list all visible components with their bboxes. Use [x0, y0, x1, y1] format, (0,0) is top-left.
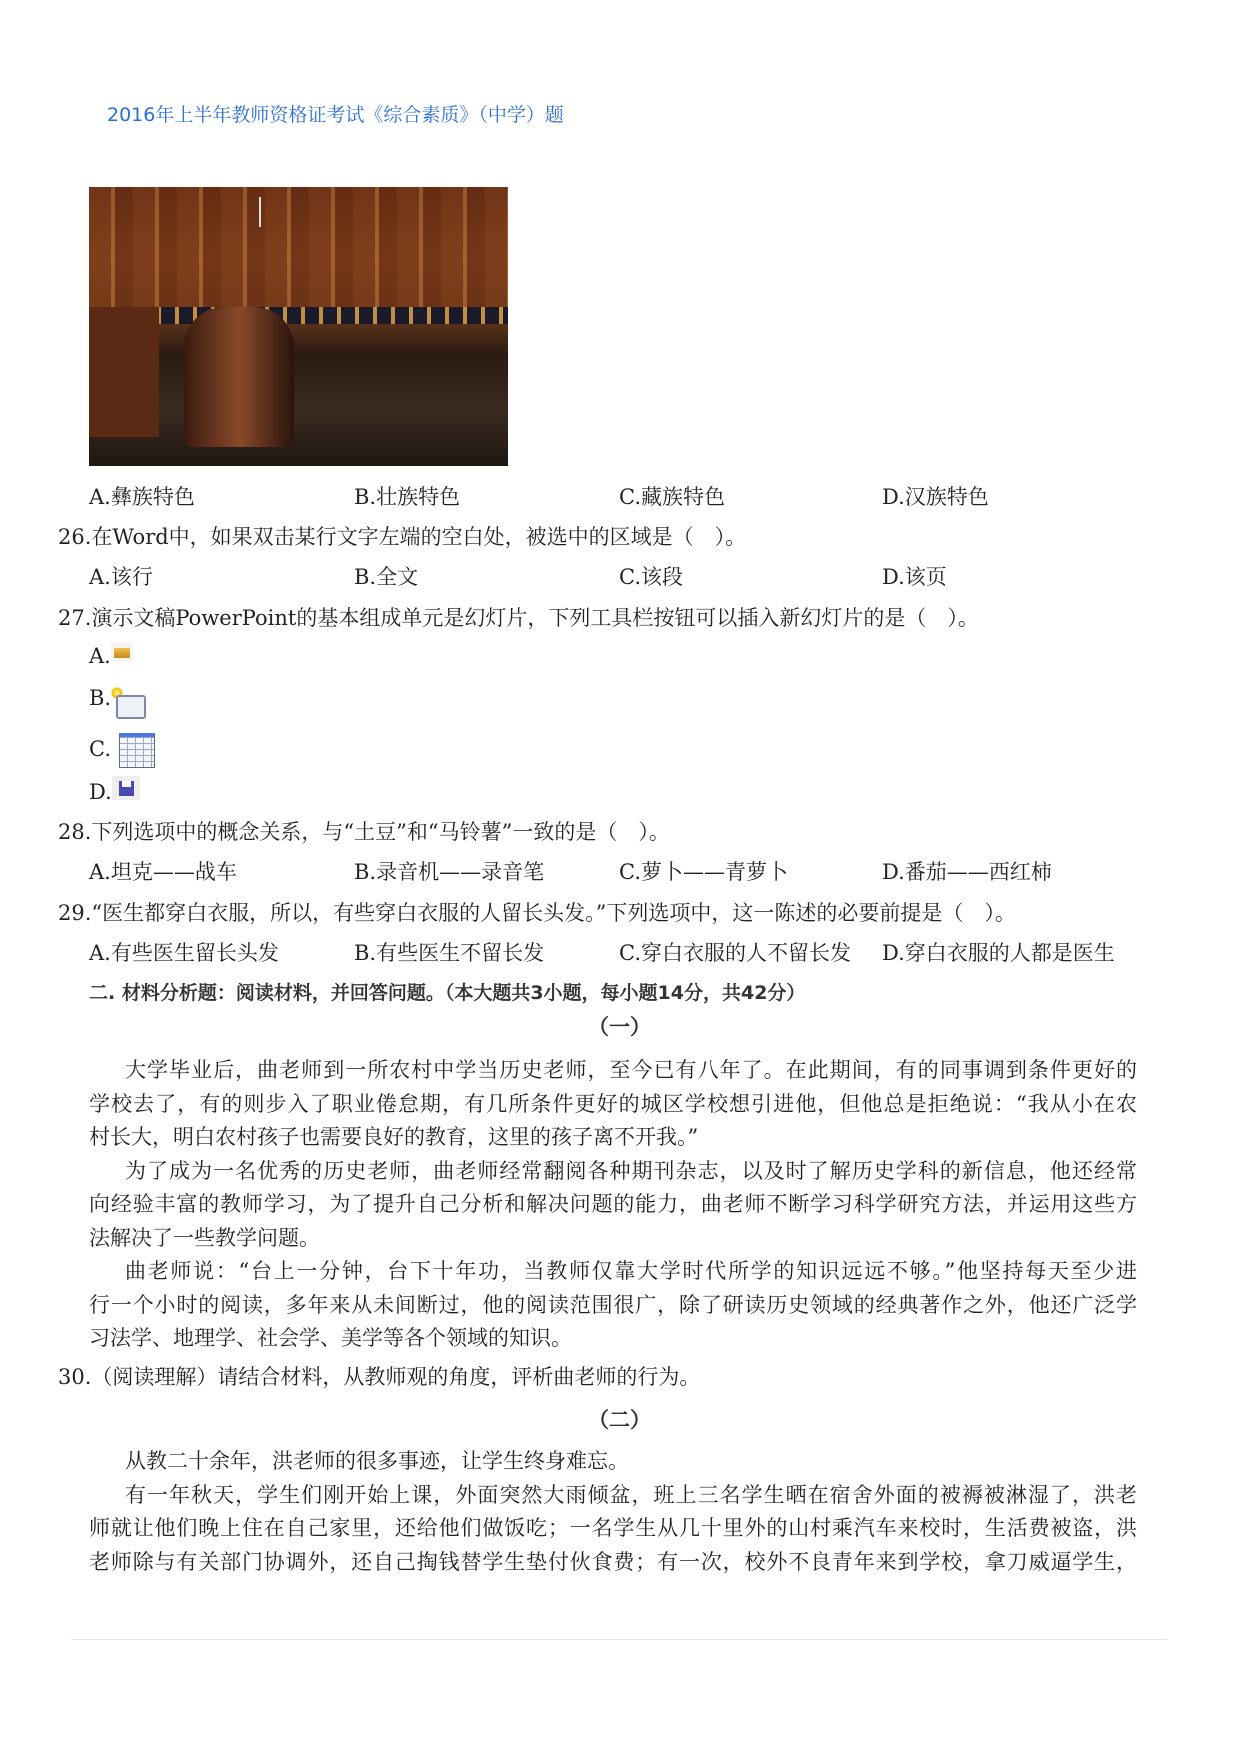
- q27-stem: 27.演示文稿PowerPoint的基本组成单元是幻灯片，下列工具栏按钮可以插入新幻灯片的是（ ）。: [58, 606, 979, 630]
- q28-option-c: C.萝卜——青萝卜: [619, 860, 788, 884]
- material-1-line: 法解决了一些教学问题。: [89, 1226, 320, 1250]
- material-1-line: 曲老师说：“台上一分钟，台下十年功，当教师仅靠大学时代所学的知识远远不够。”他坚持每天至少进: [125, 1259, 1137, 1283]
- q25-option-a: A.彝族特色: [89, 485, 195, 509]
- option-label: A.: [89, 644, 111, 668]
- material-1-line: 向经验丰富的教师学习，为了提升自己分析和解决问题的能力，曲老师不断学习科学研究方法，并运用这些方: [89, 1192, 1137, 1216]
- q30-stem: 30.（阅读理解）请结合材料，从教师观的角度，评析曲老师的行为。: [58, 1365, 701, 1389]
- q26-stem: 26.在Word中，如果双击某行文字左端的空白处，被选中的区域是（ ）。: [58, 525, 747, 549]
- q27-option-a: [89, 642, 133, 670]
- document-title: 2016年上半年教师资格证考试《综合素质》（中学）题: [107, 104, 564, 126]
- material-2-line: 师就让他们晚上住在自己家里，还给他们做饭吃；一名学生从几十里外的山村乘汽车来校时，生活费被盗，洪: [89, 1516, 1137, 1540]
- footer-divider: [71, 1639, 1167, 1640]
- q29-stem: 29.“医生都穿白衣服，所以，有些穿白衣服的人留长头发。”下列选项中，这一陈述的必要前提是（ ）。: [58, 901, 1016, 925]
- q29-option-b: B.有些医生不留长发: [354, 941, 545, 965]
- q29-option-a: A.有些医生留长头发: [89, 941, 279, 965]
- q27-option-d: [89, 778, 140, 806]
- tibetan-interior-photo: [89, 187, 508, 466]
- q27-option-c: [89, 733, 155, 768]
- q25-option-b: B.壮族特色: [354, 485, 461, 509]
- material-1-line: 大学毕业后，曲老师到一所农村中学当历史老师，至今已有八年了。在此期间，有的同事调到条件更好的: [125, 1058, 1137, 1082]
- material-2-line: 有一年秋天，学生们刚开始上课，外面突然大雨倾盆，班上三名学生晒在宿舍外面的被褥被淋湿了，洪老: [125, 1483, 1137, 1507]
- q26-option-b: B.全文: [354, 565, 419, 589]
- table-icon: [119, 733, 155, 768]
- material-1-line: 村长大，明白农村孩子也需要良好的教育，这里的孩子离不开我。”: [89, 1125, 699, 1149]
- section-heading: 二. 材料分析题：阅读材料，并回答问题。（本大题共3小题，每小题14分，共42分）: [89, 982, 806, 1004]
- open-folder-icon: [111, 643, 133, 661]
- material-2-heading: （二）: [588, 1408, 651, 1432]
- material-1-line: 学校去了，有的则步入了职业倦怠期，有几所条件更好的城区学校想引进他，但他总是拒绝说：“我从小在农: [89, 1092, 1137, 1116]
- save-disk-icon: [112, 776, 140, 800]
- q26-option-a: A.该行: [89, 565, 153, 589]
- material-2-line: 老师除与有关部门协调外，还自己掏钱替学生垫付伙食费；有一次，校外不良青年来到学校，拿刀威逼学生，: [89, 1550, 1137, 1574]
- q29-option-c: C.穿白衣服的人不留长发: [619, 941, 851, 965]
- material-1-line: 习法学、地理学、社会学、美学等各个领域的知识。: [89, 1326, 572, 1350]
- q28-option-d: D.番茄——西红柿: [882, 860, 1052, 884]
- material-2-line: 从教二十余年，洪老师的很多事迹，让学生终身难忘。: [125, 1449, 629, 1473]
- q28-option-a: A.坦克——战车: [89, 860, 237, 884]
- q25-option-d: D.汉族特色: [882, 485, 989, 509]
- q29-option-d: D.穿白衣服的人都是医生: [882, 941, 1115, 965]
- option-label: C.: [89, 737, 111, 761]
- option-label: B.: [89, 686, 112, 710]
- q25-option-c: C.藏族特色: [619, 485, 725, 509]
- material-1-line: 行一个小时的阅读，多年来从未间断过，他的阅读范围很广，除了研读历史领域的经典著作之外，他还广泛学: [89, 1293, 1137, 1317]
- q26-option-c: C.该段: [619, 565, 683, 589]
- q28-option-b: B.录音机——录音笔: [354, 860, 545, 884]
- material-1-heading: （一）: [588, 1015, 651, 1039]
- q27-option-b: [89, 684, 145, 715]
- q26-option-d: D.该页: [882, 565, 947, 589]
- q28-stem: 28.下列选项中的概念关系，与“土豆”和“马铃薯”一致的是（ ）。: [58, 820, 670, 844]
- material-1-line: 为了成为一名优秀的历史老师，曲老师经常翻阅各种期刊杂志，以及时了解历史学科的新信息，他还经常: [125, 1159, 1137, 1183]
- new-slide-icon: [111, 687, 145, 717]
- option-label: D.: [89, 780, 112, 804]
